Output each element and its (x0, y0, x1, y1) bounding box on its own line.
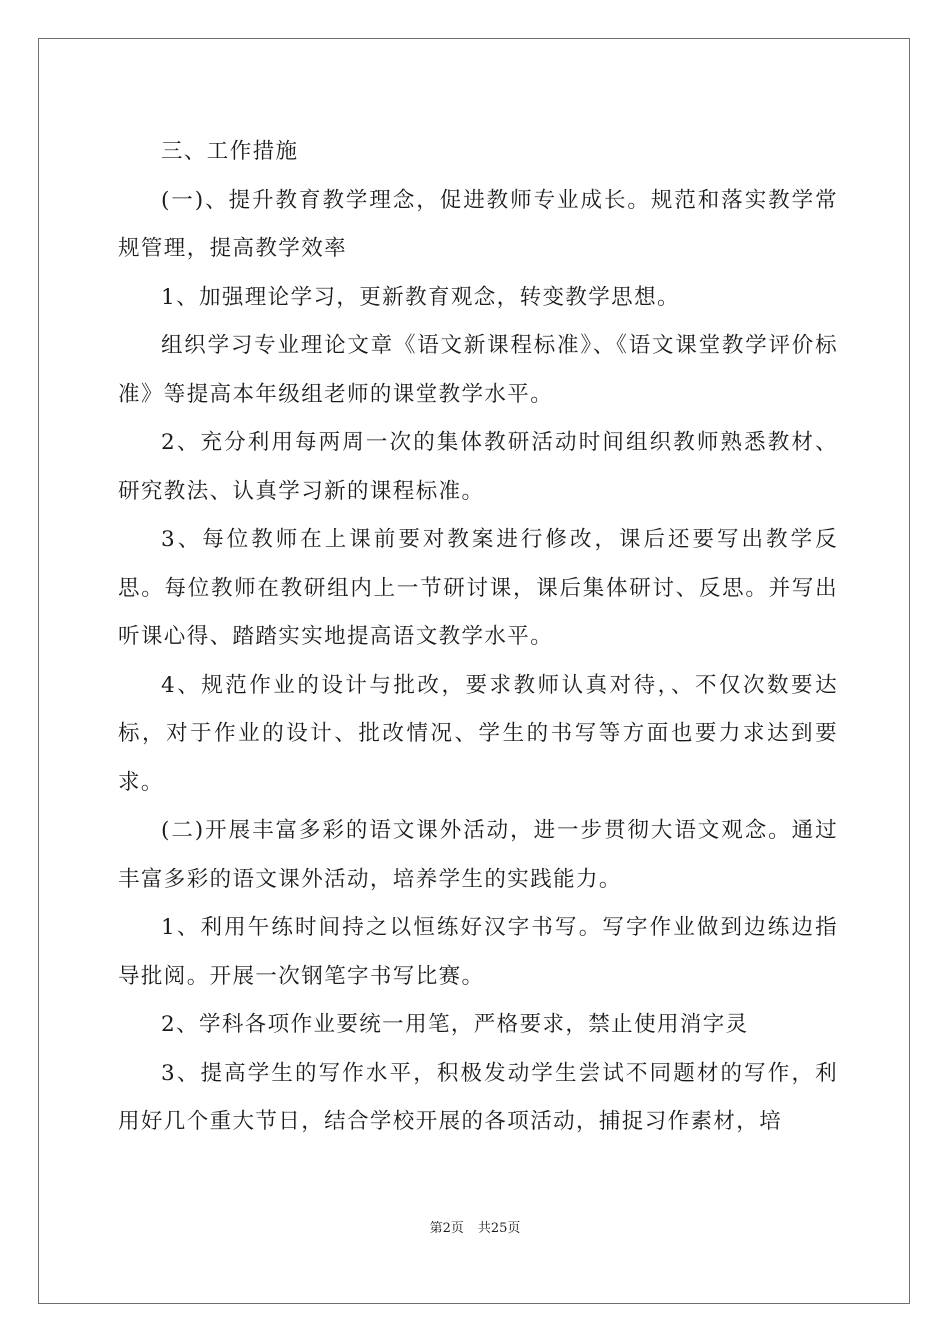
paragraph: 2、充分利用每两周一次的集体教研活动时间组织教师熟悉教材、研究教法、认真学习新的课程标准。 (118, 430, 838, 504)
current-page-number: 第2页 (429, 1221, 464, 1236)
paragraph: (一)、提升教育教学理念，促进教师专业成长。规范和落实教学常规管理，提高教学效率 (118, 187, 838, 261)
section-heading: 三、工作措施 (161, 139, 299, 164)
paragraph: (二)开展丰富多彩的语文课外活动，进一步贯彻大语文观念。通过丰富多彩的语文课外活动，培养学生的实践能力。 (118, 818, 838, 892)
page-footer (0, 1217, 950, 1236)
paragraph: 组织学习专业理论文章《语文新课程标准》、《语文课堂教学评价标准》等提高本年级组老师的课堂教学水平。 (118, 333, 838, 407)
paragraph: 3、提高学生的写作水平，积极发动学生尝试不同题材的写作，利用好几个重大节日，结合学校开展的各项活动，捕捉习作素材，培 (118, 1060, 838, 1134)
paragraph: 1、利用午练时间持之以恒练好汉字书写。写字作业做到边练边指导批阅。开展一次钢笔字书写比赛。 (118, 915, 838, 989)
document-body (118, 128, 838, 1147)
total-page-count: 共25页 (477, 1221, 521, 1236)
paragraph: 2、学科各项作业要统一用笔，严格要求，禁止使用消字灵 (161, 1012, 749, 1037)
paragraph: 1、加强理论学习，更新教育观念，转变教学思想。 (161, 284, 680, 310)
paragraph: 4、规范作业的设计与批改，要求教师认真对待，、不仅次数要达标，对于作业的设计、批改情况、学生的书写等方面也要力求达到要求。 (118, 672, 838, 795)
paragraph: 3、每位教师在上课前要对教案进行修改，课后还要写出教学反思。每位教师在教研组内上一节研讨课，课后集体研讨、反思。并写出听课心得、踏踏实实地提高语文教学水平。 (118, 527, 838, 649)
